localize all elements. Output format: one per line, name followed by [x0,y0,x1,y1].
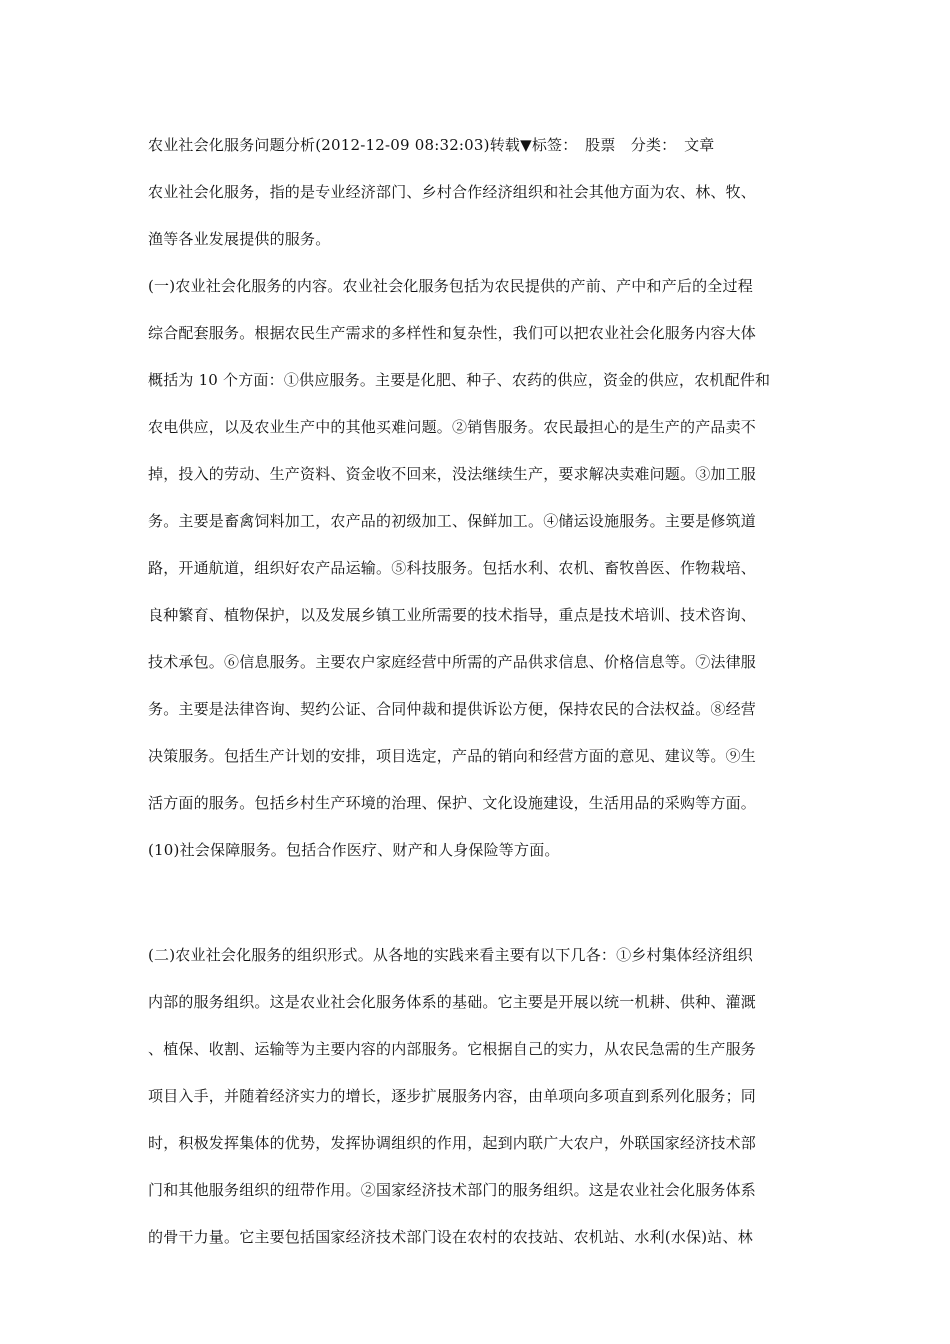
text-line: (二)农业社会化服务的组织形式。从各地的实践来看主要有以下几各：①乡村集体经济组织 [148,946,753,964]
text-line: 决策服务。包括生产计划的安排，项目选定，产品的销向和经营方面的意见、建议等。⑨生 [148,747,757,765]
text-line: 路，开通航道，组织好农产品运输。⑤科技服务。包括水利、农机、畜牧兽医、作物栽培、 [148,559,757,577]
document-body [148,122,828,1261]
paragraph-organization-forms [148,932,828,1261]
text-line: (10)社会保障服务。包括合作医疗、财产和人身保险等方面。 [148,841,560,859]
text-line: 掉，投入的劳动、生产资料、资金收不回来，没法继续生产，要求解决卖难问题。③加工服 [148,465,757,483]
text-line: 技术承包。⑥信息服务。主要农户家庭经营中所需的产品供求信息、价格信息等。⑦法律服 [148,653,757,671]
text-line: 农电供应，以及农业生产中的其他买难问题。②销售服务。农民最担心的是生产的产品卖不 [148,418,757,436]
text-line: 务。主要是法律咨询、契约公证、合同仲裁和提供诉讼方便，保持农民的合法权益。⑧经营 [148,700,757,718]
text-line: 时，积极发挥集体的优势，发挥协调组织的作用，起到内联广大农户，外联国家经济技术部 [148,1134,757,1152]
paragraph-service-content [148,263,828,874]
text-line: 内部的服务组织。这是农业社会化服务体系的基础。它主要是开展以统一机耕、供种、灌溉 [148,993,757,1011]
text-line: (一)农业社会化服务的内容。农业社会化服务包括为农民提供的产前、产中和产后的全过程 [148,277,753,295]
text-line: 、植保、收割、运输等为主要内容的内部服务。它根据自己的实力，从农民急需的生产服务 [148,1040,757,1058]
text-line: 的骨干力量。它主要包括国家经济技术部门设在农村的农技站、农机站、水利(水保)站、林 [148,1228,753,1246]
text-line: 务。主要是畜禽饲料加工，农产品的初级加工、保鲜加工。④储运设施服务。主要是修筑道 [148,512,757,530]
paragraph-definition [148,169,828,263]
paragraph-spacer [148,874,828,932]
text-line: 农业社会化服务，指的是专业经济部门、乡村合作经济组织和社会其他方面为农、林、牧、 [148,183,757,201]
text-line: 门和其他服务组织的纽带作用。②国家经济技术部门的服务组织。这是农业社会化服务体系 [148,1181,757,1199]
text-line: 活方面的服务。包括乡村生产环境的治理、保护、文化设施建设，生活用品的采购等方面。 [148,794,757,812]
text-line: 良种繁育、植物保护，以及发展乡镇工业所需要的技术指导，重点是技术培训、技术咨询、 [148,606,757,624]
document-header: 农业社会化服务问题分析(2012-12-09 08:32:03)转载▼标签： 股票 分类： 文章 [148,136,715,154]
text-line: 渔等各业发展提供的服务。 [148,230,331,248]
text-line: 综合配套服务。根据农民生产需求的多样性和复杂性，我们可以把农业社会化服务内容大体 [148,324,757,342]
text-line: 概括为 10 个方面：①供应服务。主要是化肥、种子、农药的供应，资金的供应，农机配件和 [148,371,771,389]
text-line: 项目入手，并随着经济实力的增长，逐步扩展服务内容，由单项向多项直到系列化服务；同 [148,1087,757,1105]
